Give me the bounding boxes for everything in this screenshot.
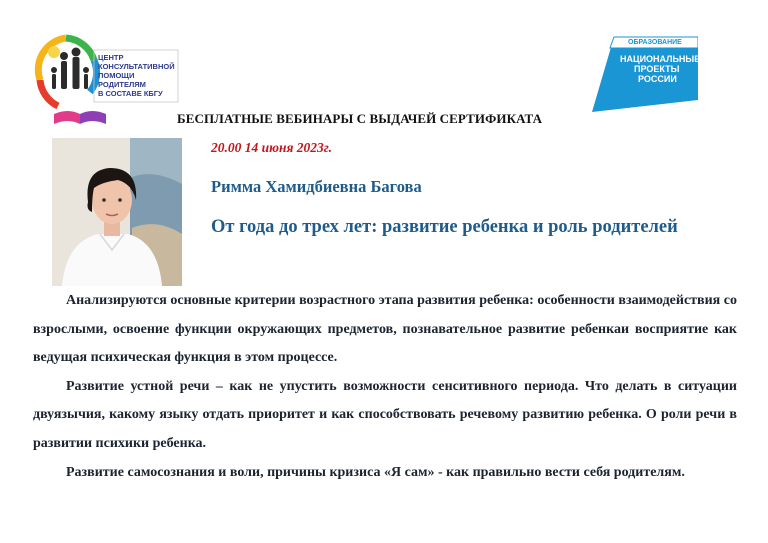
webinar-header: БЕСПЛАТНЫЕ ВЕБИНАРЫ С ВЫДАЧЕЙ СЕРТИФИКАТА — [177, 111, 543, 126]
logo-right-line-2: ПРОЕКТЫ — [634, 64, 680, 74]
webinar-date: 20.00 14 июня 2023г. — [211, 140, 332, 155]
description-paragraph: Анализируются основные критерии возрастного этапа развития ребенка: особенности взаимодействия со взрослыми, освоение функции окружающих предметов, познавательное развитие ребенкаи восприятие как ведущая психическая функция в этом процессе. — [33, 293, 737, 366]
webinar-topic: От года до трех лет: развитие ребенка и роль родителей — [211, 217, 678, 237]
webinar-description — [33, 287, 737, 487]
description-paragraph: Развитие самосознания и воли, причины кризиса «Я сам» - как правильно вести себя родителям. — [66, 464, 685, 480]
logo-right-line-1: НАЦИОНАЛЬНЫЕ — [620, 54, 701, 64]
speaker-name: Римма Хамидбиевна Багова — [211, 177, 422, 196]
logo-right-line-3: РОССИИ — [638, 74, 677, 84]
speaker-portrait-icon — [52, 138, 182, 286]
speaker-photo — [52, 138, 182, 286]
national-projects-logo — [592, 34, 701, 112]
description-paragraph: Развитие устной речи – как не упустить возможности сенситивного периода. Что делать в ситуации двуязычия, какому языку отдать приоритет и как способствовать речевому развитию ребенка. О роли речи в развитии психики ребенка. — [33, 378, 737, 451]
center-logo-text: ЦЕНТР КОНСУЛЬТАТИВНОЙ ПОМОЩИ РОДИТЕЛЯМ В СОСТАВЕ КБГУ — [98, 53, 175, 98]
logo-right-top-label: ОБРАЗОВАНИЕ — [628, 39, 682, 46]
